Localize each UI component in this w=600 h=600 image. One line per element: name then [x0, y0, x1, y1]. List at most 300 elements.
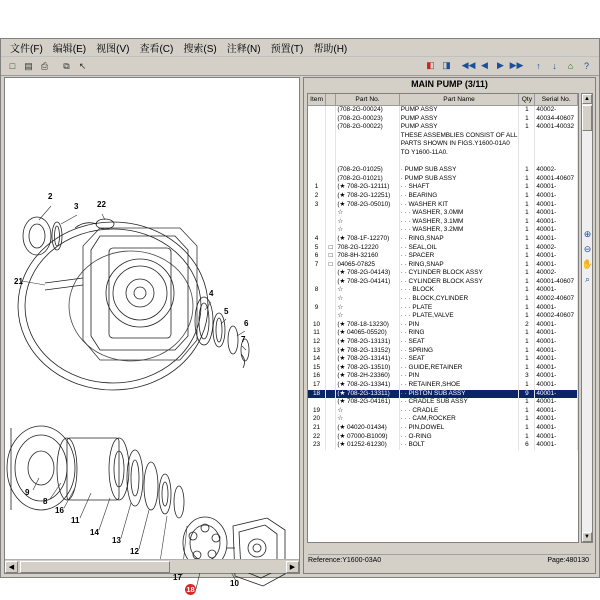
cell-part-name: · · BEARING: [399, 192, 519, 201]
cell-check: [326, 158, 336, 167]
callout-3: 3: [74, 202, 79, 211]
table-row[interactable]: [308, 175, 578, 184]
cell-check: [326, 329, 336, 338]
cell-part-no: ☆: [336, 407, 399, 416]
column-serial-no: Serial No.: [535, 94, 578, 106]
side-tool-icons: [581, 228, 593, 288]
table-row[interactable]: [308, 355, 578, 364]
table-row[interactable]: [308, 407, 578, 416]
table-row[interactable]: [308, 149, 578, 158]
cell-qty: 1: [519, 355, 535, 364]
table-row[interactable]: [308, 424, 578, 433]
cell-item: [308, 123, 326, 132]
callout-13: 13: [112, 536, 121, 545]
cell-check: [326, 347, 336, 356]
table-row[interactable]: [308, 312, 578, 321]
cell-check: [326, 407, 336, 416]
cell-item: 11: [308, 329, 326, 338]
column-part-no: Part No.: [336, 94, 399, 106]
cell-check: [326, 415, 336, 424]
cell-part-no: (★ 708-2G-13131): [336, 338, 399, 347]
cell-check: [326, 235, 336, 244]
up-icon[interactable]: ↑: [536, 60, 541, 71]
cell-serial-no: 40001-40032: [535, 123, 578, 132]
cell-part-name: · · WASHER KIT: [399, 201, 519, 210]
cell-part-name: · · · WASHER, 3.2MM: [399, 226, 519, 235]
cell-serial-no: 40001-: [535, 338, 578, 347]
cell-item: [308, 398, 326, 407]
cell-part-no: ☆: [336, 312, 399, 321]
diagram-svg: [5, 78, 299, 586]
cell-part-name: · · PIN: [399, 321, 519, 330]
table-row[interactable]: [308, 192, 578, 201]
toolbar-separator: [53, 59, 58, 74]
cell-qty: 1: [519, 278, 535, 287]
table-row[interactable]: [308, 244, 578, 253]
callout-12: 12: [130, 547, 139, 556]
cell-item: 2: [308, 192, 326, 201]
panel-left-icon[interactable]: ◧: [426, 60, 435, 70]
cell-qty: 1: [519, 286, 535, 295]
open-icon[interactable]: □: [9, 61, 16, 71]
callout-6: 6: [244, 319, 249, 328]
cell-part-no: (★ 708-2G-13152): [336, 347, 399, 356]
cell-check: [326, 433, 336, 442]
toolbar-right-group: [423, 58, 595, 73]
table-row[interactable]: [308, 398, 578, 407]
table-header-row: [308, 94, 578, 106]
cell-part-name: · · CYLINDER BLOCK ASSY: [399, 278, 519, 287]
cell-item: 10: [308, 321, 326, 330]
parts-table: [308, 94, 578, 450]
drawing-pane[interactable]: [4, 77, 300, 594]
cell-qty: 1: [519, 123, 535, 132]
cell-part-no: 708-2G-12220: [336, 244, 399, 253]
cell-check: □: [326, 244, 336, 253]
cell-item: [308, 295, 326, 304]
cell-qty: 1: [519, 329, 535, 338]
cell-part-name: PUMP ASSY: [399, 115, 519, 124]
table-row[interactable]: [308, 269, 578, 278]
page-label: Page:480130: [547, 557, 589, 564]
callout-14: 14: [90, 528, 99, 537]
cell-qty: 3: [519, 372, 535, 381]
cell-serial-no: 40001-: [535, 433, 578, 442]
table-row[interactable]: [308, 372, 578, 381]
cell-item: [308, 175, 326, 184]
cell-item: [308, 166, 326, 175]
cell-item: [308, 106, 326, 115]
cell-serial-no: [535, 149, 578, 158]
cell-item: 9: [308, 304, 326, 313]
cell-check: [326, 123, 336, 132]
menu-item-file[interactable]: 文件(F): [10, 44, 43, 55]
cell-serial-no: [535, 140, 578, 149]
cell-part-name: · · PIN,DOWEL: [399, 424, 519, 433]
cell-serial-no: 40001-: [535, 398, 578, 407]
cell-serial-no: 40001-: [535, 441, 578, 450]
cell-part-name: · · · CAM,ROCKER: [399, 415, 519, 424]
search-icon[interactable]: ⌕: [584, 274, 591, 284]
save-icon[interactable]: ▤: [24, 60, 33, 71]
cell-part-name: TO Y1600-11A0.: [399, 149, 519, 158]
cell-serial-no: 40001-: [535, 235, 578, 244]
cell-qty: 1: [519, 235, 535, 244]
cell-item: 18: [308, 390, 326, 399]
table-row[interactable]: [308, 209, 578, 218]
cell-qty: 1: [519, 381, 535, 390]
menu-bar: [1, 39, 599, 57]
cell-serial-no: 40001-: [535, 183, 578, 192]
cell-check: [326, 201, 336, 210]
cell-check: □: [326, 252, 336, 261]
cell-item: 4: [308, 235, 326, 244]
table-row[interactable]: [308, 286, 578, 295]
menu-item-help[interactable]: 帮助(H): [313, 44, 348, 55]
table-row[interactable]: [308, 201, 578, 210]
cell-part-name: · PUMP SUB ASSY: [399, 175, 519, 184]
menu-item-annotation[interactable]: 注释(N): [226, 44, 261, 55]
table-row[interactable]: [308, 295, 578, 304]
table-row[interactable]: [308, 158, 578, 167]
cell-serial-no: 40001-: [535, 364, 578, 373]
copy-icon[interactable]: ⧉: [63, 60, 70, 71]
cell-serial-no: 40002-40607: [535, 312, 578, 321]
cell-serial-no: 40001-: [535, 218, 578, 227]
cell-part-no: (★ 01252-61230): [336, 441, 399, 450]
cell-serial-no: 40001-: [535, 390, 578, 399]
cell-serial-no: 40001-: [535, 347, 578, 356]
cell-serial-no: 40001-: [535, 415, 578, 424]
cell-part-name: · · CYLINDER BLOCK ASSY: [399, 269, 519, 278]
cell-check: [326, 278, 336, 287]
table-body: [308, 106, 578, 450]
cell-part-name: · · · BLOCK,CYLINDER: [399, 295, 519, 304]
panel-right-icon[interactable]: ◨: [442, 60, 451, 70]
menu-item-browse[interactable]: 查看(C): [139, 44, 174, 55]
cell-item: [308, 218, 326, 227]
table-row[interactable]: [308, 347, 578, 356]
cell-qty: 1: [519, 226, 535, 235]
table-row[interactable]: [308, 115, 578, 124]
cell-part-name: · · · WASHER, 3.0MM: [399, 209, 519, 218]
cell-check: [326, 398, 336, 407]
scroll-thumb[interactable]: [20, 561, 170, 573]
cell-serial-no: 40001-: [535, 252, 578, 261]
callout-8: 8: [43, 497, 48, 506]
cell-item: [308, 209, 326, 218]
cell-item: 17: [308, 381, 326, 390]
table-row[interactable]: [308, 106, 578, 115]
cell-serial-no: 40001-: [535, 304, 578, 313]
cell-check: [326, 140, 336, 149]
cell-part-no: [336, 140, 399, 149]
cell-part-no: ☆: [336, 415, 399, 424]
cell-part-no: (★ 07000-B1009): [336, 433, 399, 442]
cell-part-name: · · RING,SNAP: [399, 235, 519, 244]
cell-qty: 1: [519, 244, 535, 253]
cell-qty: 1: [519, 364, 535, 373]
cell-check: [326, 183, 336, 192]
cell-qty: 1: [519, 115, 535, 124]
cell-qty: 6: [519, 441, 535, 450]
cell-item: 21: [308, 424, 326, 433]
cell-part-no: ☆: [336, 295, 399, 304]
drawing-horizontal-scrollbar[interactable]: [5, 559, 299, 573]
print-icon[interactable]: ⎙: [40, 60, 49, 71]
cell-item: 5: [308, 244, 326, 253]
cell-qty: 1: [519, 347, 535, 356]
cell-qty: 1: [519, 424, 535, 433]
cell-part-no: 708-8H-32160: [336, 252, 399, 261]
parts-list-footer: [308, 546, 591, 570]
cell-part-name: PARTS SHOWN IN FIGS.Y1600-01A0: [399, 140, 519, 149]
cell-serial-no: 40001-: [535, 329, 578, 338]
cell-check: [326, 175, 336, 184]
parts-table-wrapper[interactable]: [307, 93, 579, 543]
table-row[interactable]: [308, 183, 578, 192]
first-page-icon[interactable]: ◀◀: [461, 60, 476, 70]
cell-part-name: PUMP ASSY: [399, 123, 519, 132]
down-icon[interactable]: ↓: [552, 60, 557, 71]
cell-item: [308, 278, 326, 287]
cell-part-no: (★ 708-2G-04143): [336, 269, 399, 278]
cell-check: [326, 355, 336, 364]
prev-page-icon[interactable]: ◀: [481, 60, 488, 70]
scroll-right-button[interactable]: ▶: [286, 561, 299, 573]
cell-serial-no: 40001-: [535, 407, 578, 416]
zoom-in-icon[interactable]: ⊕: [583, 229, 592, 239]
cell-part-name: · · O-RING: [399, 433, 519, 442]
table-row[interactable]: [308, 226, 578, 235]
zoom-out-icon[interactable]: ⊖: [583, 244, 592, 254]
cell-check: [326, 106, 336, 115]
callout-18-highlighted[interactable]: 18: [186, 585, 195, 594]
cell-check: [326, 372, 336, 381]
table-row[interactable]: [308, 415, 578, 424]
cell-part-no: (★ 708-2H-23360): [336, 372, 399, 381]
cell-check: [326, 441, 336, 450]
menu-item-preferences[interactable]: 预置(T): [270, 44, 304, 55]
cell-part-name: · · PIN: [399, 372, 519, 381]
cell-check: [326, 390, 336, 399]
table-row[interactable]: [308, 252, 578, 261]
page-title: MAIN PUMP (3/11): [304, 78, 595, 91]
scroll-left-button[interactable]: ◀: [5, 561, 18, 573]
cell-qty: 1: [519, 407, 535, 416]
cell-check: [326, 286, 336, 295]
cell-check: [326, 192, 336, 201]
cell-part-name: PUMP ASSY: [399, 106, 519, 115]
cell-part-no: [336, 149, 399, 158]
cell-part-no: (★ 708-2G-13311): [336, 390, 399, 399]
scroll-up-button[interactable]: ▲: [582, 94, 592, 104]
cell-check: [326, 424, 336, 433]
table-row[interactable]: [308, 441, 578, 450]
cell-qty: 1: [519, 398, 535, 407]
cell-check: [326, 269, 336, 278]
cell-part-name: · PUMP SUB ASSY: [399, 166, 519, 175]
cell-item: 13: [308, 347, 326, 356]
cell-part-name: · · RING: [399, 329, 519, 338]
last-page-icon[interactable]: ▶▶: [509, 60, 524, 70]
cell-serial-no: 40001-: [535, 372, 578, 381]
callout-10: 10: [230, 579, 239, 588]
cell-part-name: · · · PLATE: [399, 304, 519, 313]
table-row[interactable]: [308, 235, 578, 244]
cell-check: [326, 132, 336, 141]
cell-part-no: (★ 708-2G-13510): [336, 364, 399, 373]
cell-serial-no: 40034-40607: [535, 115, 578, 124]
table-row[interactable]: [308, 321, 578, 330]
cell-part-no: (708-2G-01021): [336, 175, 399, 184]
cell-part-name: THESE ASSEMBLIES CONSIST OF ALL: [400, 131, 518, 139]
cell-part-no: (★ 708-18-13230): [336, 321, 399, 330]
cell-qty: 1: [519, 295, 535, 304]
cell-part-name: · · RETAINER,SHOE: [399, 381, 519, 390]
cell-item: [308, 132, 326, 141]
table-row[interactable]: [308, 278, 578, 287]
cell-part-no: (★ 708-2G-12251): [336, 192, 399, 201]
column-item: Item: [308, 94, 326, 106]
cell-item: 20: [308, 415, 326, 424]
cell-serial-no: 40001-: [535, 209, 578, 218]
cell-item: 15: [308, 364, 326, 373]
parts-diagram[interactable]: [5, 78, 299, 594]
cell-part-no: ☆: [336, 226, 399, 235]
table-row[interactable]: [308, 381, 578, 390]
menu-item-view[interactable]: 视图(V): [96, 44, 130, 55]
callout-7: 7: [241, 335, 246, 344]
cell-part-name: · · · WASHER, 3.1MM: [399, 218, 519, 227]
table-row[interactable]: [308, 218, 578, 227]
table-row[interactable]: [308, 140, 578, 149]
cell-part-no: (★ 04065-05520): [336, 329, 399, 338]
cell-qty: 1: [519, 269, 535, 278]
cell-qty: [519, 149, 535, 158]
cell-qty: 1: [519, 201, 535, 210]
cell-part-no: (708-2G-01025): [336, 166, 399, 175]
cell-part-no: (★ 708-2G-12111): [336, 183, 399, 192]
parts-table-vertical-scrollbar[interactable]: [581, 93, 593, 543]
cell-serial-no: 40001-: [535, 321, 578, 330]
cell-part-no: 04065-07825: [336, 261, 399, 270]
cell-serial-no: [535, 132, 578, 141]
cell-qty: 1: [519, 192, 535, 201]
cell-qty: 1: [519, 415, 535, 424]
cell-item: [308, 158, 326, 167]
table-row[interactable]: [308, 338, 578, 347]
menu-item-edit[interactable]: 编辑(E): [52, 44, 87, 55]
cell-check: [326, 149, 336, 158]
callout-17: 17: [173, 573, 182, 582]
cell-item: 1: [308, 183, 326, 192]
cell-qty: 1: [519, 175, 535, 184]
table-row[interactable]: [308, 390, 578, 399]
home-icon[interactable]: ⌂: [567, 60, 574, 71]
cell-serial-no: 40002-: [535, 166, 578, 175]
cell-qty: 9: [519, 390, 535, 399]
cell-part-name: · · PISTON SUB ASSY: [399, 390, 519, 399]
cell-part-name: [399, 158, 519, 167]
cell-item: [308, 269, 326, 278]
cell-qty: 1: [519, 338, 535, 347]
table-row[interactable]: [308, 433, 578, 442]
cell-item: [308, 149, 326, 158]
cell-part-name: · · CRADLE SUB ASSY: [399, 398, 519, 407]
cell-part-name: · · GUIDE,RETAINER: [399, 364, 519, 373]
cell-qty: 1: [519, 106, 535, 115]
menu-item-search[interactable]: 搜索(S): [183, 44, 217, 55]
callout-16: 16: [55, 506, 64, 515]
table-row[interactable]: [308, 304, 578, 313]
reference-label: Reference:Y1600-03A0: [308, 557, 382, 564]
cell-check: [326, 304, 336, 313]
toolbar-separator-2: [455, 58, 460, 73]
cell-serial-no: 40002-: [535, 244, 578, 253]
hand-icon[interactable]: ✋: [581, 259, 594, 269]
table-row[interactable]: [308, 329, 578, 338]
cell-qty: 1: [519, 218, 535, 227]
cell-serial-no: 40001-: [535, 286, 578, 295]
cell-check: [326, 321, 336, 330]
cell-part-name: · · · CRADLE: [399, 407, 519, 416]
scroll-down-button[interactable]: ▼: [582, 532, 592, 542]
cell-serial-no: 40001-: [535, 381, 578, 390]
table-row[interactable]: [308, 123, 578, 132]
column-qty: Qty: [519, 94, 535, 106]
cell-item: 12: [308, 338, 326, 347]
cell-part-name: · · SHAFT: [399, 183, 519, 192]
scroll-thumb-vertical[interactable]: [582, 105, 592, 131]
table-row[interactable]: [308, 261, 578, 270]
cell-check: [326, 295, 336, 304]
table-row[interactable]: [308, 166, 578, 175]
cell-part-no: ☆: [336, 218, 399, 227]
callout-5: 5: [224, 307, 229, 316]
cell-item: 14: [308, 355, 326, 364]
cell-check: [326, 209, 336, 218]
cell-serial-no: 40001-: [535, 192, 578, 201]
cell-serial-no: 40001-: [535, 226, 578, 235]
table-row[interactable]: [308, 132, 578, 141]
cell-part-name: · · SEAT: [399, 338, 519, 347]
cell-item: 8: [308, 286, 326, 295]
cell-item: [308, 115, 326, 124]
cell-part-name: · · BOLT: [399, 441, 519, 450]
toolbar: [1, 57, 599, 76]
cell-check: [326, 312, 336, 321]
cell-item: 23: [308, 441, 326, 450]
cell-part-no: (★ 708-2G-13341): [336, 381, 399, 390]
cell-part-no: [336, 158, 399, 167]
cell-part-name: · · SPACER: [399, 252, 519, 261]
content-area: [1, 75, 599, 594]
cell-part-name: · · SPRING: [399, 347, 519, 356]
help-icon[interactable]: ?: [583, 60, 589, 71]
cell-part-no: (708-2G-00024): [336, 106, 399, 115]
cell-part-no: (★ 708-2G-05010): [336, 201, 399, 210]
cell-qty: 1: [519, 166, 535, 175]
table-row[interactable]: [308, 364, 578, 373]
pointer-icon[interactable]: ↖: [78, 60, 87, 71]
cell-qty: 1: [519, 433, 535, 442]
cell-part-name: · · SEAL,OIL: [399, 244, 519, 253]
cell-item: 19: [308, 407, 326, 416]
cell-check: [326, 338, 336, 347]
next-page-icon[interactable]: ▶: [497, 60, 504, 70]
cell-part-name: · · RING,SNAP: [399, 261, 519, 270]
